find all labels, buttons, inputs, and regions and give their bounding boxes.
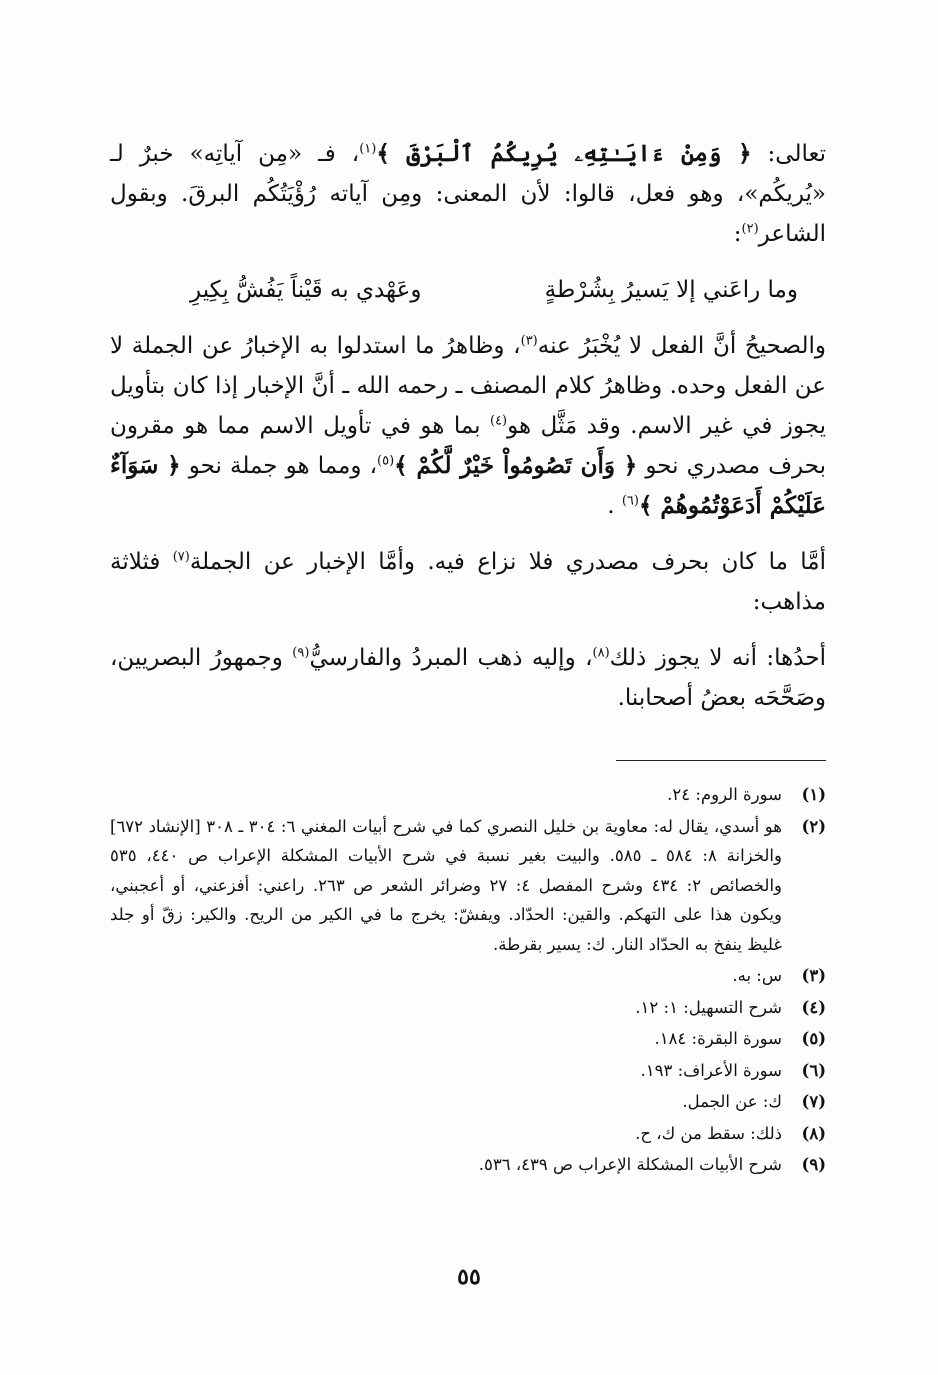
footnote-number: (٣) [801,966,826,985]
text-span: بما هو في تأويل الاسم مما هو مقرون بحرف مصدري نحو [110,413,826,479]
footnote-ref: (٧) [172,549,190,565]
footnote-text: شرح الأبيات المشكلة الإعراب ص ٤٣٩، ٥٣٦. [478,1155,782,1174]
footnote-separator [616,760,826,761]
footnote-number: (٨) [801,1123,826,1143]
footnote-item [110,1056,826,1086]
footnote-item [110,1119,826,1149]
footnote-text: ك: عن الجمل. [682,1092,782,1111]
text-span: . [607,493,622,519]
paragraph-1 [110,134,826,254]
footnote-ref: (٥) [377,453,395,469]
verse-second-hemistich: وعَهْدي به قَيْناً يَفُشُّ بِكِيرِ [190,277,422,303]
text-span: والصحيحُ أنَّ الفعل لا يُخْبَرُ عنه [537,333,826,359]
footnote-number: (٩) [801,1155,826,1174]
page-number: ٥٥ [457,1264,481,1290]
footnote-ref: (٤) [489,413,508,429]
footnote-text: ذلك: سقط من ك، ح. [635,1123,782,1143]
footnote-ref: (٣) [520,333,538,349]
text-span: ، فـ «مِن آياتِه» خبرٌ لـ «يُريكُم»، وهو فعل، قالوا: لأن المعنى: ومِن آياته رُؤْيَتُكُم البرقَ. وبقول الشاعر [110,141,826,247]
footnote-text: سورة البقرة: ١٨٤. [654,1029,782,1048]
paragraph-2 [110,326,826,526]
quran-quote: ﴿ وَأَن تَصُومُواْ خَيْرٌ لَّكُمْ ﴾ [394,452,638,479]
footnote-text: س: به. [732,966,782,985]
text-span: ، وإليه ذهب المبردُ والفارسيُّ [309,645,593,671]
verse-first-hemistich: وما راعَني إلا يَسيرُ بِشُرْطةٍ [544,277,798,303]
footnote-item [110,1024,826,1054]
text-span: ، ومما هو جملة نحو [180,453,378,479]
footnote-item [110,993,826,1023]
footnote-text: شرح التسهيل: ١: ١٢. [635,997,782,1017]
text-span: أحدُها: أنه لا يجوز ذلك [609,645,826,671]
text-span: فثلاثة مذاهب: [110,549,826,615]
footnote-text: سورة الأعراف: ١٩٣. [640,1060,782,1080]
footnote-ref: (٨) [592,645,610,661]
footnote-text: سورة الروم: ٢٤. [667,785,782,804]
footnote-ref: (٢) [741,221,759,237]
text-span: وجمهورُ البصريين، وصَحَّحَه بعضُ أصحابنا. [110,645,826,711]
footnote-ref: (٦) [621,493,639,509]
footnote-number: (٤) [801,997,826,1017]
footnote-item [110,961,826,991]
poetry-verse [110,270,826,310]
text-span: تعالى: [751,141,826,167]
footnote-ref: (٩) [292,645,310,661]
footnote-number: (٢) [801,816,826,836]
text-span: : [733,221,742,247]
footnote-item [110,812,826,960]
footnote-number: (٥) [801,1029,826,1048]
text-span: أمَّا ما كان بحرف مصدري فلا نزاع فيه. وأمَّا الإخبار عن الجملة [189,549,826,575]
footnote-text: هو أسدي، يقال له: معاوية بن خليل النصري كما في شرح أبيات المغني ٦: ٣٠٤ ـ ٣٠٨ [الإنشاد ٦٧٢] والخزانة ٨: ٥٨٤ ـ ٥٨٥. والبيت بغير نسبة في شرح الأبيات المشكلة الإعراب ص ٤٤٠، ٥٣٥ والخصائص ٢: ٤٣٤ وشرح المفصل ٤: ٢٧ وضرائر الشعر ص ٢٦٣. راعني: أفزعني، أو أعجبني، ويكون هذا على التهكم. والقين: الحدّاد. ويفشّ: يخرج ما في الكير من الريح. والكير: زقّ أو جلد غليظ ينفخ به الحدّاد النار. ك: يسير بقرطة. [110,816,783,954]
footnote-number: (٦) [801,1060,826,1080]
footnote-ref: (١) [359,141,377,157]
footnote-item [110,780,826,810]
text-span: ، وظاهرُ ما استدلوا به الإخبارُ عن الجملة لا عن الفعل وحده. وظاهرُ كلام المصنف ـ رحمه الله ـ أنَّ الإخبار إذا كان بتأويل يجوز في غير الاسم. وقد مَثَّل هو [110,333,826,439]
quran-quote: ﴿ سَوَآءٌ عَلَيْكُمْ أَدَعَوْتُمُوهُمْ ﴾ [110,452,826,519]
footnote-number: (٧) [801,1092,826,1111]
paragraph-4 [110,638,826,718]
footnote-item [110,1087,826,1117]
paragraph-3 [110,542,826,622]
footnotes [110,780,826,1182]
footnote-number: (١) [801,785,826,804]
footnote-item [110,1150,826,1180]
main-text [110,134,826,734]
quran-quote: ﴿ وَمِنْ ءَايَـٰتِهِۦ يُرِيكُمُ ٱلْبَرْقَ ﴾ [376,140,752,167]
